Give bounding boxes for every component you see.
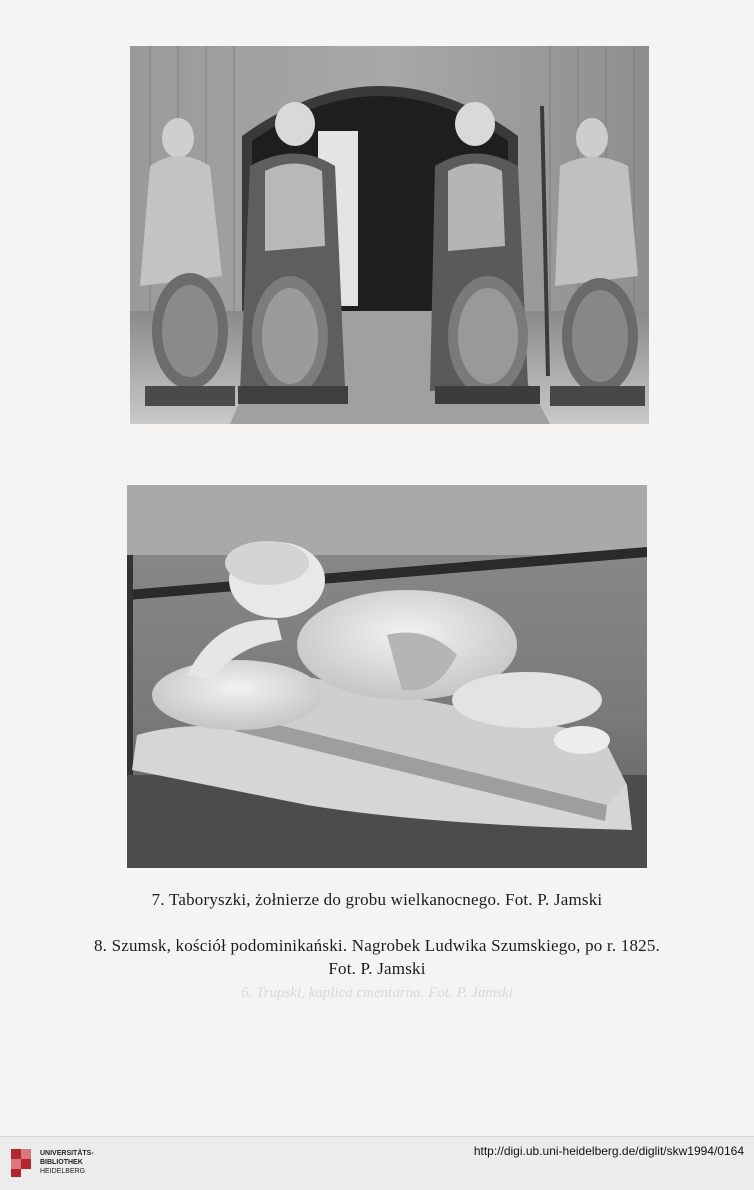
caption-figure-8-line1: 8. Szumsk, kościół podominikański. Nagrobek Ludwika Szumskiego, po r. 1825. xyxy=(93,936,661,955)
photo-tomb-sculpture xyxy=(127,485,647,868)
source-url[interactable]: http://digi.ub.uni-heidelberg.de/diglit/skw1994/0164 xyxy=(473,1144,744,1158)
footer-bar xyxy=(0,1136,754,1190)
photo-soldiers-easter-tomb xyxy=(130,46,649,424)
library-logo-text: UNIVERSITÄTS- BIBLIOTHEK HEIDELBERG xyxy=(40,1150,94,1175)
library-logo[interactable] xyxy=(8,1143,98,1183)
bleedthrough-text: 6. Trupski, kaplica cmentarna. Fot. P. Jamski xyxy=(241,985,513,1001)
library-logo-icon xyxy=(8,1145,34,1179)
caption-figure-7: 7. Taboryszki, żołnierze do grobu wielkanocnego. Fot. P. Jamski xyxy=(151,890,603,909)
caption-figure-8-line2: Fot. P. Jamski xyxy=(328,959,426,978)
